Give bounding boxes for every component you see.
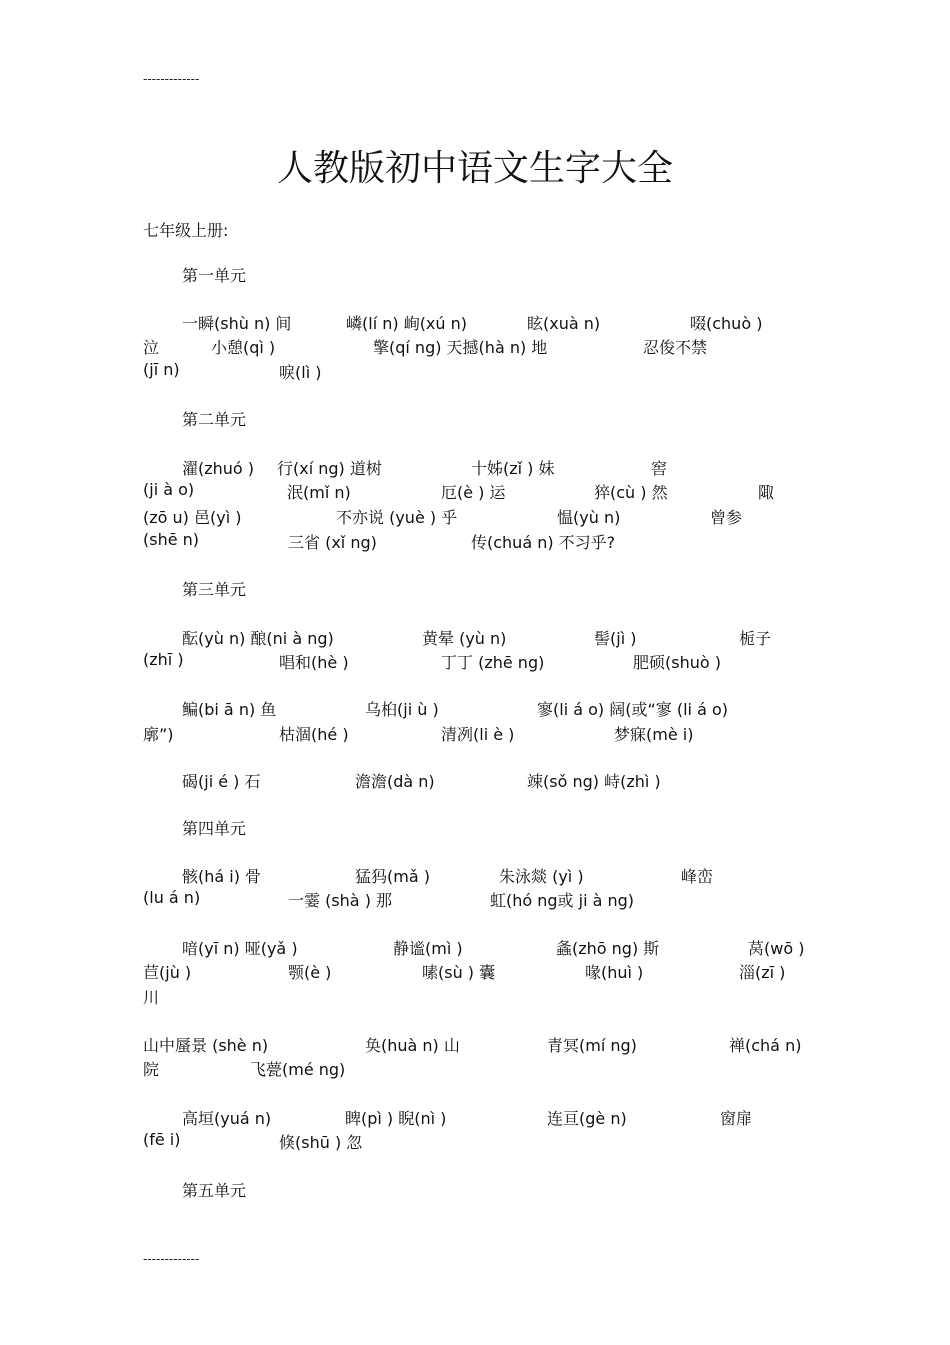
vocab-item: 愠(yù n): [557, 508, 621, 527]
vocab-item: 川: [143, 988, 160, 1007]
vocab-item: 虹(hó ng或 ji à ng): [490, 891, 635, 910]
vocab-item: 厄(è ) 运: [441, 483, 506, 502]
vocab-item: 猛犸(mǎ ): [355, 867, 430, 886]
vocab-line: [143, 1033, 823, 1057]
vocab-item: 院: [143, 1060, 160, 1079]
vocab-line: [143, 1057, 823, 1081]
vocab-item: 峰峦: [681, 867, 714, 886]
vocab-item: 飞甍(mé ng): [250, 1060, 346, 1079]
vocab-item: (zhī ): [143, 650, 184, 669]
vocab-item: 擎(qí ng) 天撼(hà n) 地: [373, 338, 548, 357]
vocab-item: 奂(huà n) 山: [365, 1036, 460, 1055]
vocab-item: 嗉(sù ) 囊: [422, 963, 496, 982]
vocab-item: (lu á n): [143, 888, 201, 907]
vocab-line: [143, 650, 823, 674]
grade-heading: 七年级上册:: [143, 221, 229, 240]
vocab-item: 莴(wō ): [748, 939, 805, 958]
vocab-item: 连亘(gè n): [547, 1109, 627, 1128]
vocab-item: 猝(cù ) 然: [594, 483, 668, 502]
vocab-line: [143, 888, 823, 912]
vocab-item: 廓”): [143, 725, 174, 744]
vocab-item: 陬: [758, 483, 775, 502]
vocab-item: 酝(yù n) 酿(ni à ng): [182, 629, 334, 648]
vocab-item: 鳊(bi ā n) 鱼: [182, 700, 277, 719]
vocab-item: 碣(ji é ) 石: [182, 772, 261, 791]
unit-heading-5: 第五单元: [182, 1181, 247, 1200]
vocab-item: 寥(li á o) 阔(或“寥 (li á o): [537, 700, 728, 719]
unit-heading-2: 第二单元: [182, 410, 247, 429]
vocab-item: (shē n): [143, 530, 200, 549]
vocab-item: 青冥(mí ng): [547, 1036, 637, 1055]
vocab-item: 一霎 (shà ) 那: [288, 891, 393, 910]
vocab-item: 髻(jì ): [594, 629, 637, 648]
vocab-item: 十姊(zǐ ) 妹: [471, 459, 555, 478]
vocab-item: 窖: [651, 459, 668, 478]
vocab-line: [143, 1106, 823, 1130]
vocab-item: 行(xí ng) 道树: [277, 459, 382, 478]
vocab-item: 嶙(lí n) 峋(xú n): [346, 314, 468, 333]
vocab-line: [143, 360, 823, 384]
vocab-line: [143, 335, 823, 359]
vocab-item: 一瞬(shù n) 间: [182, 314, 292, 333]
vocab-line: [143, 697, 823, 721]
vocab-item: 淄(zī ): [739, 963, 786, 982]
vocab-item: 泯(mǐ n): [287, 483, 351, 502]
vocab-item: 澹澹(dà n): [355, 772, 435, 791]
vocab-item: 泣: [143, 338, 160, 357]
header-rule: -------------: [143, 72, 200, 86]
vocab-item: 不亦说 (yuè ) 乎: [336, 508, 458, 527]
vocab-item: 三省 (xǐ ng): [288, 533, 377, 552]
vocab-item: 栀子: [739, 629, 772, 648]
vocab-item: 梦寐(mè i): [614, 725, 694, 744]
vocab-item: 高垣(yuá n): [182, 1109, 272, 1128]
vocab-item: 唳(lì ): [279, 363, 322, 382]
vocab-item: 颚(è ): [288, 963, 332, 982]
vocab-item: 倏(shū ) 忽: [279, 1133, 363, 1152]
vocab-item: 曾参: [710, 508, 743, 527]
vocab-item: 喙(huì ): [585, 963, 644, 982]
vocab-item: 禅(chá n): [729, 1036, 802, 1055]
vocab-item: (fē i): [143, 1130, 181, 1149]
vocab-line: [143, 311, 823, 335]
vocab-item: 清冽(li è ): [441, 725, 515, 744]
vocab-line: [143, 769, 823, 793]
vocab-item: 枯涸(hé ): [279, 725, 349, 744]
vocab-item: 唱和(hè ): [279, 653, 349, 672]
vocab-item: 竦(sǒ ng) 峙(zhì ): [527, 772, 661, 791]
vocab-item: 螽(zhō ng) 斯: [556, 939, 660, 958]
unit-heading-4: 第四单元: [182, 819, 247, 838]
vocab-item: 啜(chuò ): [690, 314, 763, 333]
vocab-item: (jī n): [143, 360, 180, 379]
vocab-item: 窗扉: [720, 1109, 753, 1128]
vocab-item: 濯(zhuó ): [182, 459, 255, 478]
vocab-line: [143, 722, 823, 746]
vocab-item: 黄晕 (yù n): [422, 629, 507, 648]
vocab-item: (zō u) 邑(yì ): [143, 508, 242, 527]
vocab-item: 静谧(mì ): [393, 939, 463, 958]
vocab-item: 朱泳燚 (yì ): [499, 867, 584, 886]
vocab-item: (ji à o): [143, 480, 195, 499]
vocab-item: 睥(pì ) 睨(nì ): [345, 1109, 447, 1128]
vocab-line: [143, 864, 823, 888]
vocab-item: 喑(yī n) 哑(yǎ ): [182, 939, 298, 958]
unit-heading-3: 第三单元: [182, 580, 247, 599]
vocab-item: 骸(há i) 骨: [182, 867, 262, 886]
vocab-line: [143, 960, 823, 984]
footer-rule: -------------: [143, 1252, 200, 1266]
vocab-item: 传(chuá n) 不习乎?: [471, 533, 616, 552]
vocab-line: [143, 480, 823, 504]
document-title: 人教版初中语文生字大全: [276, 148, 673, 189]
vocab-item: 乌桕(ji ù ): [365, 700, 439, 719]
vocab-item: 小憩(qì ): [211, 338, 276, 357]
vocab-item: 忍俊不禁: [643, 338, 708, 357]
unit-heading-1: 第一单元: [182, 266, 247, 285]
vocab-line: [143, 1130, 823, 1154]
vocab-line: [143, 456, 823, 480]
vocab-line: [143, 530, 823, 554]
vocab-line: [143, 505, 823, 529]
vocab-line: [143, 626, 823, 650]
vocab-item: 肥硕(shuò ): [633, 653, 721, 672]
vocab-item: 丁丁 (zhē ng): [441, 653, 545, 672]
vocab-item: 山中蜃景 (shè n): [143, 1036, 269, 1055]
vocab-item: 苣(jù ): [143, 963, 192, 982]
vocab-line: [143, 936, 823, 960]
vocab-item: 眩(xuà n): [527, 314, 601, 333]
vocab-line: [143, 985, 823, 1009]
